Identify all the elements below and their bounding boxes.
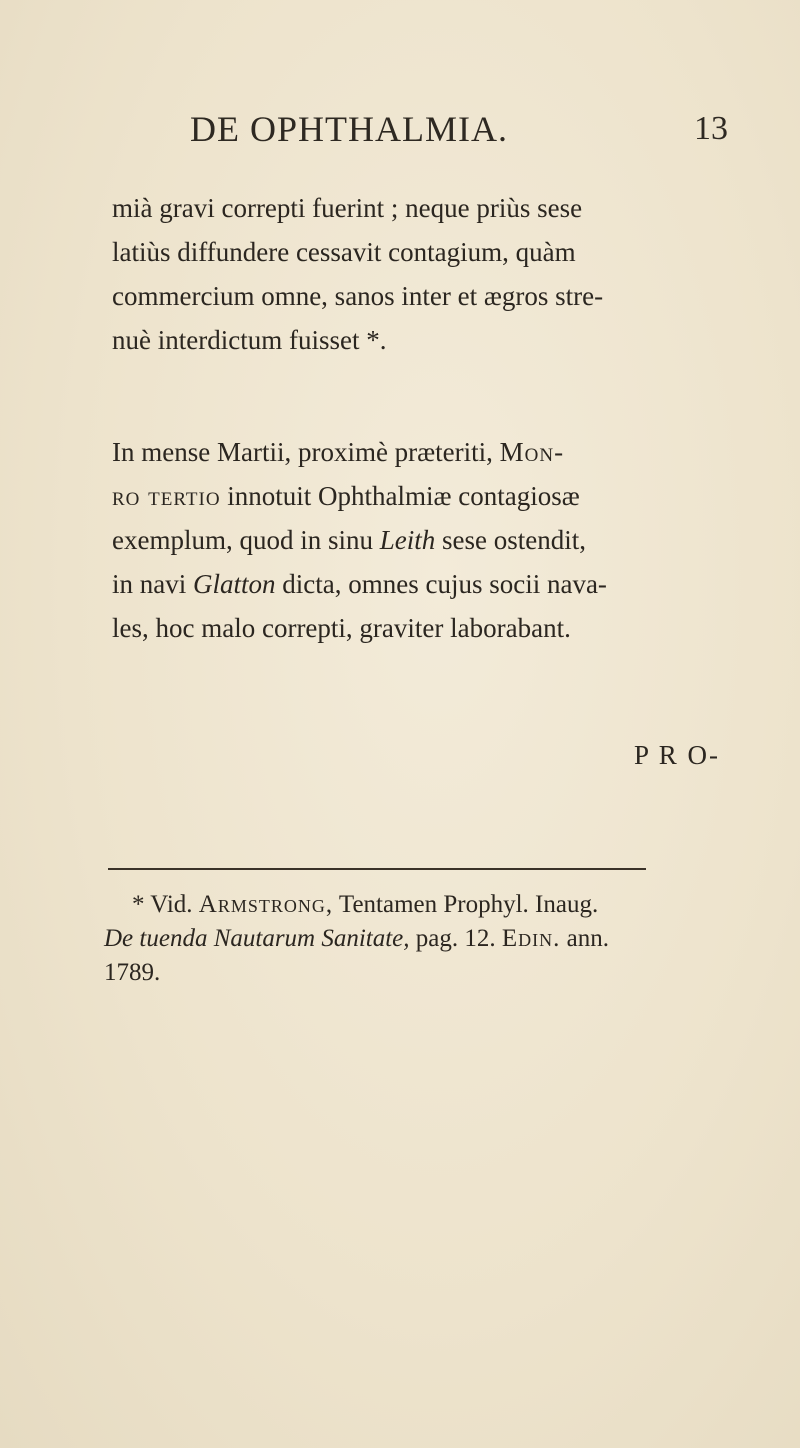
text-run: * Vid. (132, 891, 199, 918)
text-line (112, 430, 742, 474)
paragraph-1 (112, 186, 742, 362)
text-run: in navi (112, 569, 193, 599)
ship-name: Glatton (193, 569, 276, 599)
text-run: In mense Martii, proximè præteriti, (112, 437, 500, 467)
text-run: pag. 12. (409, 925, 502, 952)
place-name: Leith (379, 525, 436, 555)
running-title: DE OPHTHALMIA. (190, 109, 508, 149)
catchword: P R O- (634, 740, 721, 770)
text-line: commercium omne, sanos inter et ægros stre- (112, 281, 604, 311)
text-line (112, 562, 742, 606)
footnote-rule (108, 868, 646, 870)
running-head (0, 108, 800, 158)
footnote-line: 1789. (104, 959, 161, 986)
footnote-line (104, 888, 744, 922)
author-name: Mon- (499, 437, 565, 467)
footnote (104, 888, 744, 990)
text-run: innotuit Ophthalmiæ contagiosæ (220, 481, 580, 511)
text-line: latiùs diffundere cessavit contagium, quàm (112, 237, 576, 267)
paragraph-2 (112, 430, 742, 650)
text-run: exemplum, quod in sinu (112, 525, 380, 555)
author-name: Armstrong, (198, 891, 334, 918)
text-run: Tentamen Prophyl. Inaug. (333, 891, 599, 918)
text-run: sese ostendit, (435, 525, 586, 555)
book-title: De tuenda Nautarum Sanitate, (104, 925, 410, 952)
text-run: dicta, omnes cujus socii nava- (275, 569, 607, 599)
text-line (112, 518, 742, 562)
text-line: mià gravi correpti fuerint ; neque priùs sese (112, 193, 583, 223)
author-name: ro tertio (112, 481, 221, 511)
text-line: nuè interdictum fuisset *. (112, 325, 387, 355)
footnote-line (104, 922, 744, 956)
text-line (112, 474, 742, 518)
page-number: 13 (694, 110, 728, 147)
text-run: ann. (560, 925, 610, 952)
text-line: les, hoc malo correpti, graviter laborabant. (112, 613, 571, 643)
place-name: Edin. (501, 925, 561, 952)
